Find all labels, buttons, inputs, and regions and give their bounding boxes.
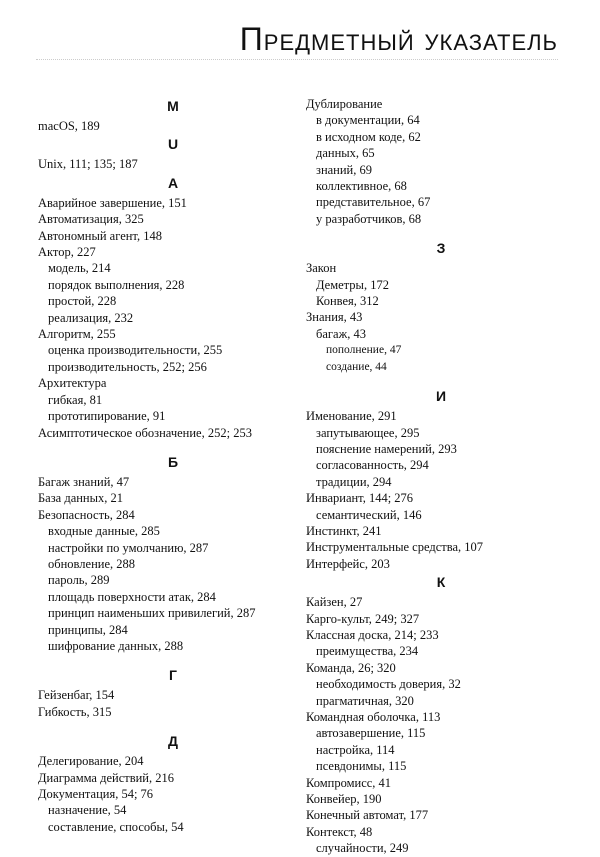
index-subentry: составление, способы, 54: [48, 819, 184, 834]
index-subentry: случайности, 249: [316, 841, 409, 856]
index-subentry: настройки по умолчанию, 287: [48, 540, 209, 555]
index-entry: Закон: [306, 261, 337, 276]
index-entry: Автономный агент, 148: [38, 228, 162, 243]
index-section: [38, 136, 308, 172]
index-entry: Классная доска, 214; 233: [306, 627, 439, 642]
index-subentry: создание, 44: [326, 360, 387, 373]
index-entry: Инструментальные средства, 107: [306, 540, 484, 555]
section-letter: К: [436, 574, 446, 591]
index-entry: База данных, 21: [38, 491, 124, 506]
index-subentry: простой, 228: [48, 294, 117, 309]
index-entry: Дублирование: [306, 97, 383, 111]
index-subentry: необходимость доверия, 32: [316, 677, 461, 692]
index-section: [306, 240, 576, 375]
index-entry: Гейзенбаг, 154: [38, 688, 115, 703]
section-spacer: [38, 720, 308, 731]
index-entry: Кайзен, 27: [306, 595, 363, 610]
index-entry: Делегирование, 204: [38, 754, 144, 769]
index-entry: Алгоритм, 255: [38, 327, 116, 342]
index-subentry: представительное, 67: [316, 195, 431, 210]
section-letter: Д: [168, 733, 178, 750]
page-title: Предметный указатель: [239, 21, 558, 57]
section-letter: А: [167, 174, 179, 191]
index-subentry: багаж, 43: [316, 326, 366, 341]
index-entry: Актор, 227: [38, 245, 96, 260]
index-subentry: назначение, 54: [48, 803, 127, 818]
index-entry: Безопасность, 284: [38, 507, 135, 522]
index-entry: Инвариант, 144; 276: [306, 491, 414, 506]
index-subentry: реализация, 232: [48, 310, 134, 325]
index-entry: Интерфейс, 203: [306, 556, 390, 571]
index-subentry: порядок выполнения, 228: [48, 277, 185, 292]
section-letter: Г: [169, 667, 177, 684]
index-subentry: у разработчиков, 68: [316, 211, 422, 226]
index-entry: Unix, 111; 135; 187: [38, 157, 138, 172]
index-entry: Команда, 26; 320: [306, 660, 396, 675]
index-subentry: знаний, 69: [316, 162, 372, 177]
index-subentry: оценка производительности, 255: [48, 343, 223, 358]
index-entry: Архитектура: [38, 376, 107, 391]
index-section: [306, 388, 576, 572]
index-subentry: пояснение намерений, 293: [316, 441, 457, 456]
index-subentry: прототипирование, 91: [48, 409, 166, 424]
index-subentry: данных, 65: [316, 146, 375, 161]
index-subentry: площадь поверхности атак, 284: [48, 589, 216, 604]
index-subentry: принцип наименьших привилегий, 287: [48, 606, 256, 621]
section-spacer: [306, 227, 576, 238]
title-divider: [36, 59, 558, 60]
index-entry: Конвейер, 190: [306, 792, 382, 807]
index-subentry: псевдонимы, 115: [316, 759, 407, 774]
index-subentry: входные данные, 285: [48, 524, 160, 539]
section-letter: U: [167, 136, 179, 153]
index-subentry: прагматичная, 320: [316, 693, 414, 708]
index-subentry: Деметры, 172: [316, 277, 389, 292]
index-entry: Асимптотическое обозначение, 252; 253: [38, 425, 252, 440]
index-subentry: коллективное, 68: [316, 179, 407, 194]
section-letter: З: [436, 240, 446, 257]
index-subentry: обновление, 288: [48, 556, 135, 571]
section-letter: Б: [167, 453, 179, 470]
index-subentry: автозавершение, 115: [316, 726, 426, 741]
index-entry: Компромисс, 41: [306, 775, 392, 790]
index-entry: Аварийное завершение, 151: [38, 195, 187, 210]
index-subentry: производительность, 252; 256: [48, 359, 207, 374]
index-entry: Карго-культ, 249; 327: [306, 611, 420, 626]
index-section: [38, 175, 308, 441]
index-subentry: пополнение, 47: [326, 344, 402, 357]
index-section: [38, 454, 308, 654]
index-column-left: [38, 96, 308, 835]
index-entry: Конечный автомат, 177: [306, 808, 429, 823]
index-entry: Документация, 54; 76: [38, 787, 154, 801]
index-entry: Контекст, 48: [306, 824, 373, 839]
index-subentry: в документации, 64: [316, 113, 420, 128]
index-entry: macOS, 189: [38, 119, 100, 133]
index-entry: Знания, 43: [306, 310, 363, 325]
index-entry: Именование, 291: [306, 409, 397, 424]
section-letter: M: [167, 98, 179, 114]
index-subentry: запутывающее, 295: [316, 425, 420, 440]
index-entry: Гибкость, 315: [38, 704, 112, 719]
index-subentry: гибкая, 81: [48, 392, 103, 407]
index-entry: Диаграмма действий, 216: [38, 770, 174, 785]
index-subentry: модель, 214: [48, 261, 111, 276]
index-entry: Багаж знаний, 47: [38, 474, 130, 489]
index-subentry: семантический, 146: [316, 507, 422, 522]
index-section: [306, 574, 576, 857]
index-subentry: преимущества, 234: [316, 644, 419, 659]
index-section: [38, 98, 308, 134]
index-subentry: пароль, 289: [48, 573, 110, 588]
section-spacer: [306, 375, 576, 386]
index-subentry: согласованность, 294: [316, 458, 429, 473]
index-section: [38, 667, 308, 720]
index-subentry: в исходном коде, 62: [316, 129, 421, 144]
index-entry: Автоматизация, 325: [38, 212, 144, 227]
index-subentry: шифрование данных, 288: [48, 638, 184, 653]
index-subentry: традиции, 294: [316, 474, 392, 489]
index-column-right: [306, 96, 576, 857]
section-spacer: [38, 441, 308, 452]
section-letter: И: [435, 388, 447, 405]
index-entry: Командная оболочка, 113: [306, 710, 441, 724]
section-spacer: [38, 654, 308, 665]
index-entry: Инстинкт, 241: [306, 523, 382, 538]
index-subentry: Конвея, 312: [316, 294, 379, 309]
index-subentry: настройка, 114: [316, 742, 395, 757]
index-section: [38, 733, 308, 835]
index-subentry: принципы, 284: [48, 622, 128, 637]
index-section: [306, 96, 576, 227]
